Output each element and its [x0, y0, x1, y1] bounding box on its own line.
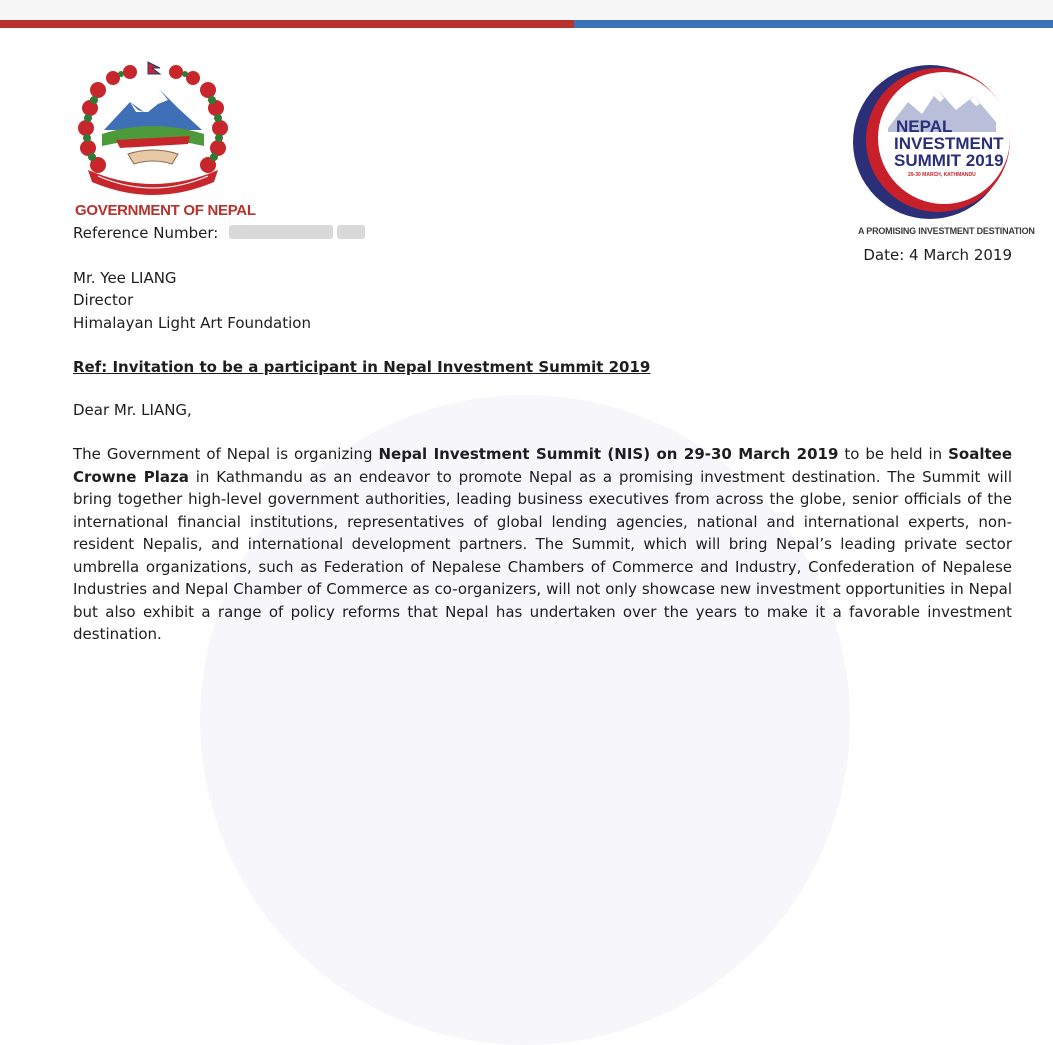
header-stripe-red — [0, 20, 574, 28]
letter-date: Date: 4 March 2019 — [863, 246, 1012, 264]
nepal-investment-summit-logo — [846, 62, 1018, 224]
logo-dates: 29-30 MARCH, KATHMANDU — [908, 172, 976, 178]
logo-line1: NEPAL — [896, 117, 953, 136]
reference-label: Reference Number: — [73, 224, 219, 242]
nepal-emblem-icon — [68, 60, 238, 200]
logo-line2: INVESTMENT — [894, 134, 1004, 153]
logo-tagline: A PROMISING INVESTMENT DESTINATION — [858, 226, 1035, 236]
recipient-organization: Himalayan Light Art Foundation — [73, 314, 311, 332]
header-stripe-blue — [574, 20, 1053, 28]
reference-number — [73, 224, 369, 243]
body-text-1: The Government of Nepal is organizing — [73, 445, 379, 463]
body-text-2: to be held in — [838, 445, 949, 463]
body-paragraph — [73, 443, 1012, 646]
salutation: Dear Mr. LIANG, — [73, 401, 192, 419]
recipient-title: Director — [73, 291, 134, 309]
body-bold-venue: Soaltee Crowne Plaza — [73, 445, 1013, 486]
top-bar — [0, 0, 1053, 20]
government-title: GOVERNMENT OF NEPAL — [75, 202, 256, 219]
body-bold-summit: Nepal Investment Summit (NIS) on 29-30 March 2019 — [378, 445, 839, 463]
letter-subject: Ref: Invitation to be a participant in Nepal Investment Summit 2019 — [73, 358, 651, 376]
logo-line3: SUMMIT 2019 — [894, 151, 1004, 170]
redacted-reference-value — [229, 225, 369, 243]
body-text-3: in Kathmandu as an endeavor to promote Nepal as a promising investment destination. The Summit will bring together high-level government authorities, leading business executives from across the globe, senior officials of the international financial institutions, representatives of global lending agencies, national and international experts, non-resident Nepalis, and international development partners. The Summit, which will bring Nepal’s leading private sector umbrella organizations, such as Federation of Nepalese Chambers of Commerce and Industry, Confederation of Nepalese Industries and Nepal Chamber of Commerce as co-organizers, will not only showcase new investment opportunities in Nepal but also exhibit a range of policy reforms that Nepal has undertaken over the years to make it a favorable investment destination. — [73, 467, 1012, 643]
recipient-name: Mr. Yee LIANG — [73, 269, 177, 287]
